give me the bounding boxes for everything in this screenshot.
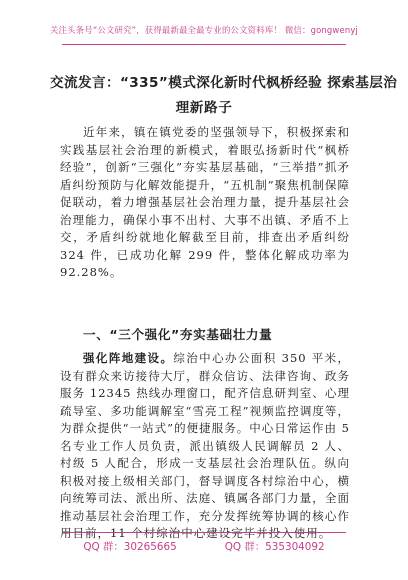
- paragraph-lead: 强化阵地建设。: [83, 351, 174, 365]
- header-banner: 关注头条号“公文研究”，获得最新最全最专业的公文资料库！ 微信：gongwenyj: [49, 25, 359, 35]
- paragraph-body: 综治中心办公面积 350 平米，设有群众来访接待大厅，群众信访、法律咨询、政务服务 12345 热线办理窗口，配齐信息研判室、心理疏导室、多功能调解室“雪亮工程”视频监控调度等，为群众提供“一站式”的便捷服务。中心日常运作由 5 名专业工作人员负责，派出镇级人民调解员 2 人、村级 5 人配合，形成一支基层社会治理队伍。纵向积极对接上级相关部门，督导调度各村综治中心，横向统筹司法、派出所、法庭、镇属各部门力量，全面推动基层社会治理工作，充分发挥统筹协调的核心作用目前，11 个村综治中心建设完毕并投入使用。: [60, 351, 351, 540]
- footer-divider: [62, 532, 346, 533]
- title-line-1: 交流发言：“335”模式深化新时代枫桥经验 探索基层治: [50, 75, 398, 92]
- footer-qq-group-2: QQ 群：535304092: [224, 541, 325, 553]
- intro-paragraph: 近年来，镇在镇党委的坚强领导下，积极探索和实践基层社会治理的新模式，着眼弘扬新时代“枫桥经验”，创新“三强化”夯实基层基础，“三举措”抓矛盾纠纷预防与化解效能提升，“五机制”聚焦机制保障促联动，着力增强基层社会治理力量，提升基层社会治理能力，确保小事不出村、大事不出镇、矛盾不上交，矛盾纠纷就地化解截至目前，排查出矛盾纠纷 324 件，已成功化解 299 件，整体化解成功率为 92.28%。: [60, 125, 350, 279]
- body-paragraph-2: [60, 350, 350, 543]
- section-heading-1: 一、“三个强化”夯实基础壮力量: [83, 327, 273, 342]
- document-title: [50, 71, 398, 121]
- title-line-2: 理新路子: [175, 100, 233, 117]
- footer: [0, 538, 408, 553]
- footer-qq-group-1: QQ 群：30265665: [83, 541, 177, 553]
- header-divider: [62, 44, 346, 45]
